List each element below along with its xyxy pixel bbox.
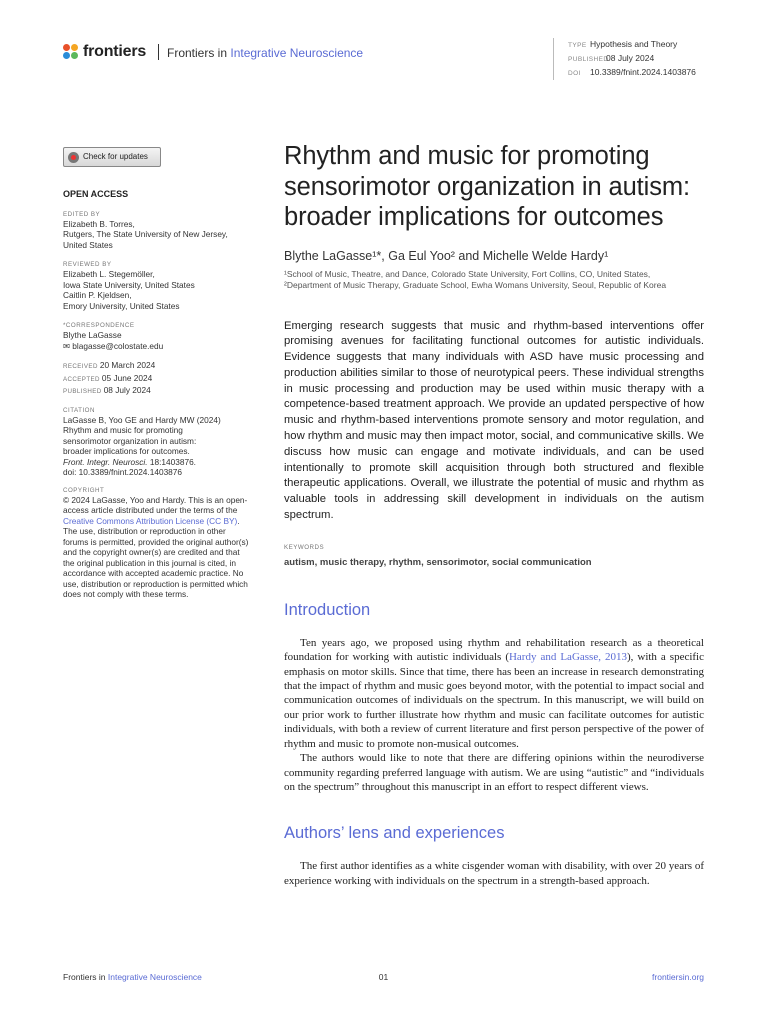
received-date: 20 March 2024 — [99, 360, 156, 370]
frontiers-logo[interactable] — [63, 43, 146, 61]
header-divider — [158, 44, 159, 60]
page-header — [63, 40, 704, 80]
published-label: PUBLISHED — [63, 388, 102, 395]
intro-p1-end: ), with a specific emphasis on motor skills. Since that time, there has been an increase in research demonstrating that the impact of rhythm and music goes beyond motor, with the potential to impact social and communication outcomes of individuals on the spectrum. In this manuscript, we will build on our prior work to further illustrate how rhythm and music can facilitate outcomes for autistic individuals, with both a review of current literature and first person perspective of the power of rhythm and music to promote non-musical outcomes. — [284, 651, 704, 750]
footer-site-link[interactable]: frontiersin.org — [652, 972, 704, 982]
page-number: 01 — [378, 972, 389, 982]
accepted-label: ACCEPTED — [63, 375, 100, 383]
check-updates-label: Check for updates — [83, 151, 148, 161]
affiliation-1: ¹School of Music, Theatre, and Dance, Colorado State University, Fort Collins, CO, United States, — [284, 268, 651, 279]
intro-p1-start: Ten years ago, we proposed using rhythm and rehabilitation research as a theoretical foundation for working with autistic individuals ( — [284, 636, 704, 664]
abstract: Emerging research suggests that music and rhythm-based interventions offer promising avenues for facilitating functional outcomes for autistic individuals. Evidence suggests that many individuals with ASD have music processing and production abilities similar to those of neurotypical peers. These individual strengths in music processing and production may be used within music therapy with a competence-based treatment approach. We provide an updated perspective of how music and rhythm-based interventions promote sensory and motor regulation, and how rhythm and music may then impact motor, social, and communicative skills. We discuss how music can engage and motivate individuals, and can be used intentionally to promote skill acquisition through both structured and flexible therapeutic applications. Overall, we illustrate the potential of music and rhythm as valuable tools in addressing skill development in individuals on the autism spectrum. — [284, 319, 704, 522]
published-date: 08 July 2024 — [103, 385, 151, 395]
introduction-body — [284, 636, 704, 794]
correspondence-email-row[interactable] — [63, 341, 253, 352]
published-label: PUBLISHED — [568, 56, 609, 63]
edited-by: Elizabeth B. Torres, Rutgers, The State University of New Jersey, United States — [63, 218, 228, 250]
citation-doi[interactable]: doi: 10.3389/fnint.2024.1403876 — [63, 467, 183, 477]
citation-label: CITATION — [63, 406, 95, 414]
article-main — [284, 141, 704, 888]
citation-volume: 18:1403876. — [147, 456, 196, 467]
received-label: RECEIVED — [63, 363, 98, 370]
article-title: Rhythm and music for promoting sensorimotor organization in autism: broader implications for outcomes — [284, 142, 691, 231]
authors-lens-heading: Authors’ lens and experiences — [284, 824, 505, 843]
email-icon: ✉ — [63, 340, 73, 351]
frontiers-logo-icon — [63, 44, 79, 60]
accepted-date: 05 June 2024 — [101, 372, 153, 383]
article-sidebar — [63, 147, 253, 600]
citation-journal: Front. Integr. Neurosci. — [63, 456, 148, 467]
cc-license-link[interactable]: Creative Commons Attribution License (CC BY) — [63, 515, 238, 526]
footer-journal-prefix: Frontiers in — [63, 972, 108, 982]
copyright-part-2: . The use, distribution or reproduction in other forums is permitted, provided the original author(s) and the copyright owner(s) are credited and that the original publication in this journal is cited, in accordance with accepted academic practice. No use, distribution or reproduction is permitted which does not comply with these terms. — [63, 515, 249, 599]
keywords: autism, music therapy, rhythm, sensorimotor, social communication — [284, 556, 592, 568]
article-meta — [553, 38, 696, 80]
correspondence-email: blagasse@colostate.edu — [72, 340, 164, 351]
journal-prefix: Frontiers in — [167, 46, 231, 60]
affiliations — [284, 269, 704, 291]
copyright-text — [63, 495, 253, 600]
logo-text: frontiers — [83, 43, 147, 60]
intro-paragraph-1 — [284, 636, 704, 751]
footer-journal — [63, 972, 202, 982]
citation-link[interactable]: Hardy and LaGasse, 2013 — [508, 651, 627, 664]
correspondence-label: *CORRESPONDENCE — [63, 322, 135, 329]
type-value: Hypothesis and Theory — [590, 39, 678, 49]
open-access-label: OPEN ACCESS — [63, 189, 129, 199]
authors-lens-body — [284, 859, 704, 888]
footer-journal-name[interactable]: Integrative Neuroscience — [107, 972, 202, 982]
citation-source — [63, 457, 253, 468]
journal-name[interactable] — [167, 46, 363, 60]
copyright-part-1: © 2024 LaGasse, Yoo and Hardy. This is an open-access article distributed under the terms of the — [63, 494, 248, 515]
keywords-label: KEYWORDS — [284, 543, 325, 551]
crossmark-icon — [68, 152, 79, 163]
copyright-label: COPYRIGHT — [63, 486, 105, 494]
check-updates-button[interactable] — [63, 147, 161, 167]
lens-paragraph-1: The first author identifies as a white cisgender woman with disability, with over 20 years of experience working with individuals on the spectrum in a strength-based approach. — [284, 860, 704, 887]
reviewed-by: Elizabeth L. Stegemöller, Iowa State University, United States Caitlin P. Kjeldsen, Emory University, United States — [63, 269, 195, 311]
article-dates — [63, 360, 253, 398]
article-authors[interactable]: Blythe LaGasse¹*, Ga Eul Yoo² and Michelle Welde Hardy¹ — [284, 248, 609, 263]
introduction-heading: Introduction — [284, 600, 371, 619]
type-label: TYPE — [568, 42, 587, 49]
affiliation-2: ²Department of Music Therapy, Graduate School, Ewha Womans University, Seoul, Republic of Korea — [284, 279, 667, 290]
correspondence-name: Blythe LaGasse — [63, 330, 122, 340]
intro-paragraph-2: The authors would like to note that there are differing opinions within the neurodiverse community regarding preferred language with autism. We are using “autistic” and “individuals on the spectrum” throughout this manuscript in an effort to respect different views. — [284, 752, 704, 793]
journal-title: Integrative Neuroscience — [230, 46, 364, 60]
published-value: 08 July 2024 — [606, 53, 655, 63]
reviewed-by-label: REVIEWED BY — [63, 261, 112, 268]
edited-by-label: EDITED BY — [63, 210, 101, 218]
doi-label: DOI — [568, 70, 581, 77]
citation-text: LaGasse B, Yoo GE and Hardy MW (2024) Rhythm and music for promoting sensorimotor organization in autism: broader implications for outcomes. — [63, 414, 221, 456]
doi-value[interactable]: 10.3389/fnint.2024.1403876 — [590, 67, 696, 77]
